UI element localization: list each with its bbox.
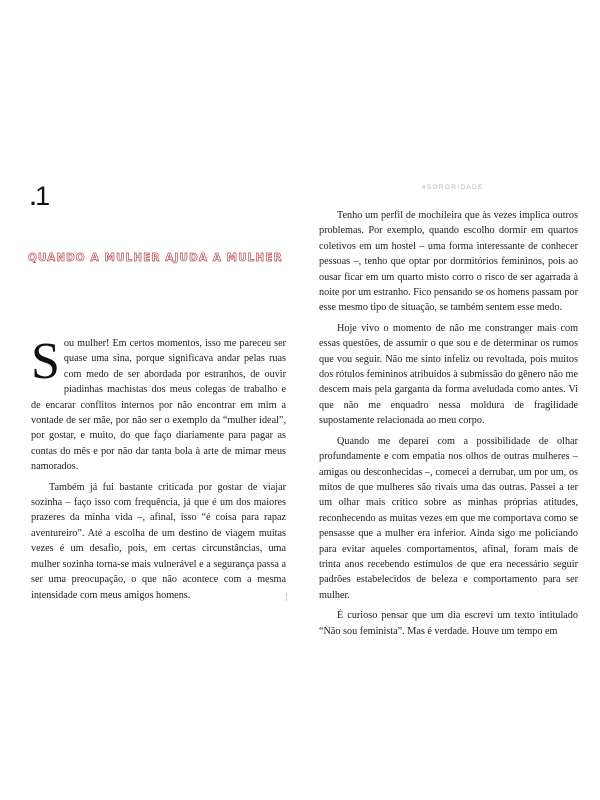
chapter-title: QUANDO A MULHER AJUDA A MULHER (28, 252, 283, 264)
gutter-mark (286, 593, 287, 601)
paragraph: Hoje vivo o momento de não me constranger mais com essas questões, de assumir o que sou e de determinar os rumos que vou seguir. Não me sinto infeliz ou revoltada, pois muitos dos rótulos femininos atribuídos à submissão do gênero não me descem mais pela garganta da forma aveludada como antes. Vi que não me enquadro nessa moldura de fragilidade supostamente relacionada ao meu corpo. (319, 322, 578, 427)
right-body-text (319, 208, 578, 644)
paragraph: É curioso pensar que um dia escrevi um texto intitulado “Não sou feminista”. Mas é verdade. Houve um tempo em (319, 610, 578, 637)
chapter-number-value: 1 (35, 181, 50, 211)
chapter-dot: . (30, 185, 36, 210)
right-page (300, 0, 600, 800)
paragraph: Tenho um perfil de mochileira que às vezes implica outros problemas. Por exemplo, quando escolho dormir em quartos coletivos em um hostel – uma forma interessante de conhecer pessoas –, tenho que optar por dormitórios femininos, pois ao ousar ficar em um quarto misto corro o risco de ser agarrada à noite por um estranho. Fico pensando se os homens passam por esse mesmo tipo de situação, se também sentem esse medo. (319, 210, 578, 314)
chapter-number (30, 181, 49, 212)
paragraph (31, 333, 286, 475)
left-body-text (31, 333, 286, 608)
paragraph-text: ou mulher! Em certos momentos, isso me pareceu ser quase uma sina, porque significava andar pelas ruas com medo de ser abordada por estranhos, de ouvir piadinhas machistas dos meus colegas de trabalho e de encarar conflitos internos por não encontrar em mim a vontade de ser mãe, por não ser o exemplo da “mulher ideal”, por gostar, e muito, do que faço diariamente para pagar as contas do mês e por não dar tanta bola à arte de mimar meus namorados. (31, 338, 286, 473)
paragraph: Também já fui bastante criticada por gostar de viajar sozinha – faço isso com frequência, já que é um dos maiores prazeres da minha vida –, afinal, isso “é coisa para rapaz aventureiro”. Até a escolha de um destino de viagem muitas vezes é um desafio, pois, em certas circunstâncias, uma mulher sozinha torna-se mais vulnerável e a segurança passa a ser uma preocupação, o que não acontece com a mesma intensidade com meus amigos homens. (31, 481, 286, 601)
drop-cap: S (31, 333, 60, 390)
paragraph: Quando me deparei com a possibilidade de olhar profundamente e com empatia nos olhos de outras mulheres – amigas ou desconhecidas –, comecei a derrubar, um por um, os mitos de que mulheres são rivais uma das outras. Passei a ter um olhar mais crítico sobre as minhas próprias atitudes, reconhecendo as muitas vezes em que me comportava como se pensasse que a mulher era inferior. Ainda sigo me policiando para evitar aqueles comportamentos, afinal, foram mais de trinta anos recebendo estímulos de que era necessário seguir padrões estabelecidos de beleza e comportamento para ser mulher. (319, 435, 578, 601)
running-head: #SORORIDADE (422, 184, 484, 191)
